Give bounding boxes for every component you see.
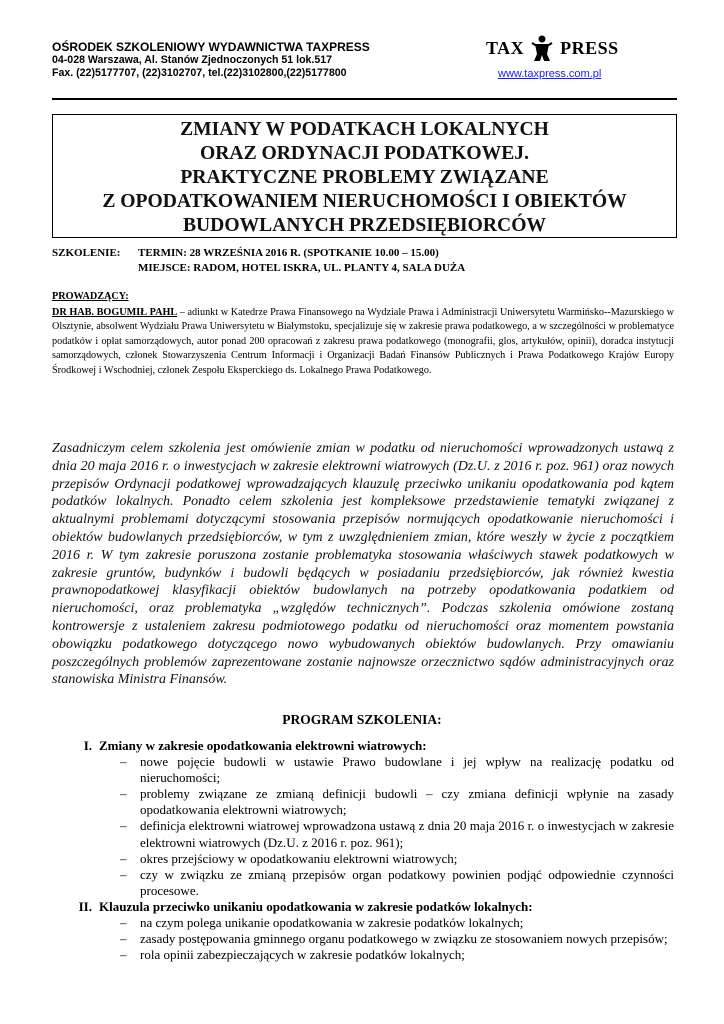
logo-emblem-icon [531,34,553,62]
title-line: PRAKTYCZNE PROBLEMY ZWIĄZANE [180,167,549,188]
section-items [52,754,674,899]
training-label: SZKOLENIE: [52,247,121,259]
section-title: Klauzula przeciwko unikaniu opodatkowania w zakresie podatków lokalnych: [99,898,533,914]
dash-bullet-icon: – [120,931,127,947]
dash-bullet-icon: – [120,866,127,882]
training-title-box [52,114,677,238]
header-divider [52,98,677,100]
taxpress-logo [486,34,636,64]
organizer-name: OŚRODEK SZKOLENIOWY WYDAWNICTWA TAXPRESS [52,40,370,54]
list-item: – czy w związku ze zmianą przepisów organ podatkowy powinien podjąć odpowiednie czynności procesowe. [120,866,674,898]
dash-bullet-icon: – [120,818,127,834]
list-item: – problemy związane ze zmianą definicji budowli – czy zmiana definicji wpłynie na zasady opodatkowania elektrowni wiatrowych; [120,786,674,818]
list-item: – definicja elektrowni wiatrowej wprowadzona ustawą z dnia 20 maja 2016 r. o inwestycjach w zakresie elektrowni wiatrowych (Dz.U. z 2016 r. poz. 961); [120,818,674,850]
lecturer-label: PROWADZĄCY: [52,291,129,302]
dash-bullet-icon: – [120,850,127,866]
lecturer-name: DR HAB. BOGUMIŁ PAHL [52,306,178,318]
list-item: – zasady postępowania gminnego organu podatkowego w związku ze stosowaniem nowych przepisów; [120,931,668,947]
website-link[interactable]: www.taxpress.com.pl [498,68,602,80]
list-item: – rola opinii zabezpieczających w zakresie podatków lokalnych; [120,947,465,963]
logo-text-left: TAX [486,37,525,58]
lecturer-section [52,290,674,379]
dash-bullet-icon: – [120,915,127,931]
program-outline [52,738,674,963]
organizer-address: 04-028 Warszawa, Al. Stanów Zjednoczonych 51 lok.517 [52,54,333,66]
list-item: – nowe pojęcie budowli w ustawie Prawo budowlane i jej wpływ na realizację podatku od nieruchomości; [120,754,674,786]
title-line: ZMIANY W PODATKACH LOKALNYCH [180,119,549,140]
program-section [52,738,674,754]
logo-text-right: PRESS [560,37,619,58]
dash-bullet-icon: – [120,754,127,770]
training-term: TERMIN: 28 WRZEŚNIA 2016 R. (SPOTKANIE 10.00 – 15.00) [138,247,439,259]
section-numeral: II. [78,898,92,914]
program-title: PROGRAM SZKOLENIA: [282,712,442,727]
lecturer-bio: – adiunkt w Katedrze Prawa Finansowego na Wydziale Prawa i Administracji Uniwersytetu Warmińsko--Mazurskiego w Olsztynie, absolwent Wydziału Prawa Uniwersytetu w Białymstoku, specjalizuje się w zakresie prawa podatkowego, a w szczególności w problematyce podatków i opłat samorządowych, autor ponad 200 opracowań z zakresu prawa podatkowego (monografii, glos, artykułów, opinii), doradca instytucji samorządowych, członek Stowarzyszenia Centrum Informacji i Organizacji Badań Finansów Publicznych i Prawa Podatkowego Krajów Europy Środkowej i Wschodniej, członek Zespołu Eksperckiego ds. Lokalnego Prawa Podatkowego. [52,306,674,376]
organizer-phones: Fax. (22)5177707, (22)3102707, tel.(22)3102800,(22)5177800 [52,67,347,79]
training-description: Zasadniczym celem szkolenia jest omówienie zmian w podatku od nieruchomości wprowadzonych ustawą z dnia 20 maja 2016 r. o inwestycjach w zakresie elektrowni wiatrowych (Dz.U. z 2016 r. poz. 961) oraz nowych przepisów Ordynacji podatkowej wprowadzających klauzulę przeciwko unikaniu opodatkowania pod kątem podatków lokalnych. Ponadto celem szkolenia jest kompleksowe przedstawienie tematyki związanej z aktualnymi problemami dotyczącymi stosowania przepisów normujących opodatkowanie nieruchomości i obiektów budowlanych przedsiębiorców, w tym z uwzględnieniem zmian, które weszły w życie z początkiem 2016 r. W tym zakresie poruszona zostanie problematyka stosowania właściwych stawek podatkowych w zakresie gruntów, budynków i budowli będących w posiadaniu przedsiębiorców, jak również kwestia prawnopodatkowej klasyfikacji obiektów budowlanych na potrzeby opodatkowania podatkiem od nieruchomości, oraz problematyka „względów technicznych”. Podczas szkolenia omówione zostaną kontrowersje z ustaleniem zakresu podmiotowego podatku od nieruchomości oraz momentem powstania obowiązku podatkowego dotyczącego nowo wybudowanych obiektów budowlanych. Przy omawianiu poszczególnych problemów zaprezentowane zostanie najnowsze orzecznictwo sądów administracyjnych oraz stanowiska Ministra Finansów. [52,441,674,688]
section-numeral: I. [83,738,92,753]
training-place: MIEJSCE: RADOM, HOTEL ISKRA, UL. PLANTY 4, SALA DUŻA [138,262,466,274]
organizer-header [52,40,472,80]
program-section [52,899,674,915]
title-line: BUDOWLANYCH PRZEDSIĘBIORCÓW [182,215,547,236]
list-item: – okres przejściowy w opodatkowaniu elektrowni wiatrowych; [120,850,458,866]
dash-bullet-icon: – [120,786,127,802]
section-title: Zmiany w zakresie opodatkowania elektrowni wiatrowych: [99,738,427,753]
section-items [52,915,674,963]
dash-bullet-icon: – [120,947,127,963]
title-line: Z OPODATKOWANIEM NIERUCHOMOŚCI I OBIEKTÓW [102,191,627,212]
list-item: – na czym polega unikanie opodatkowania w zakresie podatków lokalnych; [120,915,524,931]
title-line: ORAZ ORDYNACJI PODATKOWEJ. [200,143,529,164]
